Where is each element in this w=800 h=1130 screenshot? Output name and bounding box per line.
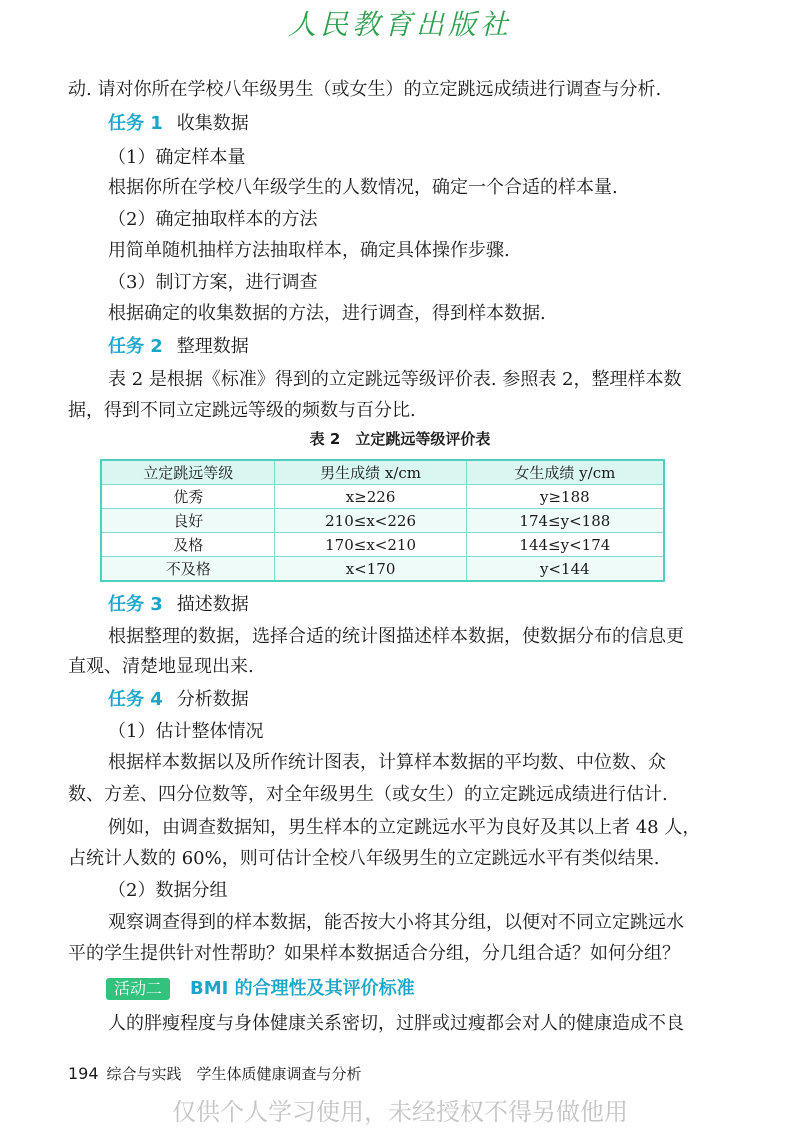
task-title: 描述数据 bbox=[176, 594, 249, 615]
task-label: 任务 1 bbox=[108, 113, 163, 134]
table-cell: y≥188 bbox=[466, 485, 664, 509]
paragraph-line: 观察调查得到的样本数据，能否按大小将其分组，以便对不同立定跳远水 bbox=[108, 912, 684, 933]
task-label: 任务 3 bbox=[108, 594, 163, 615]
task-heading-3 bbox=[108, 593, 249, 617]
table-cell: 210≤x<226 bbox=[275, 509, 466, 533]
table-row bbox=[101, 557, 664, 582]
paragraph-line: （2）确定抽取样本的方法 bbox=[108, 209, 318, 230]
activity-heading bbox=[106, 977, 415, 1001]
table-cell: 良好 bbox=[101, 509, 275, 533]
paragraph-line: （3）制订方案，进行调查 bbox=[108, 272, 318, 293]
table-cell: x<170 bbox=[275, 557, 466, 582]
task-title: 整理数据 bbox=[176, 336, 249, 357]
publisher-header: 人民教育出版社 bbox=[287, 8, 512, 41]
table-cell: 优秀 bbox=[101, 485, 275, 509]
table-row bbox=[101, 533, 664, 557]
table-row bbox=[101, 485, 664, 509]
task-label: 任务 4 bbox=[108, 689, 163, 710]
task-heading-4 bbox=[108, 688, 249, 712]
paragraph-line: 根据确定的收集数据的方法，进行调查，得到样本数据. bbox=[108, 303, 546, 324]
paragraph-line: 直观、清楚地显现出来. bbox=[68, 656, 254, 677]
paragraph-line: （1）确定样本量 bbox=[108, 147, 246, 168]
paragraph-line: 人的胖瘦程度与身体健康关系密切，过胖或过瘦都会对人的健康造成不良 bbox=[108, 1013, 684, 1034]
paragraph-line: 动. 请对你所在学校八年级男生（或女生）的立定跳远成绩进行调查与分析. bbox=[68, 79, 662, 100]
table-cell: 174≤y<188 bbox=[466, 509, 664, 533]
table-header: 立定跳远等级 bbox=[101, 460, 275, 485]
task-label: 任务 2 bbox=[108, 336, 163, 357]
table-header: 女生成绩 y/cm bbox=[466, 460, 664, 485]
table-cell: 及格 bbox=[101, 533, 275, 557]
paragraph-line: 占统计人数的 60%，则可估计全校八年级男生的立定跳远水平有类似结果. bbox=[68, 848, 660, 869]
table-cell: y<144 bbox=[466, 557, 664, 582]
task-title: 分析数据 bbox=[176, 689, 249, 710]
activity-badge: 活动二 bbox=[106, 978, 170, 1000]
table-cell: x≥226 bbox=[275, 485, 466, 509]
paragraph-line: 表 2 是根据《标准》得到的立定跳远等级评价表. 参照表 2，整理样本数 bbox=[108, 369, 682, 390]
paragraph-line: 例如，由调查数据知，男生样本的立定跳远水平为良好及其以上者 48 人， bbox=[108, 817, 701, 838]
table-header: 男生成绩 x/cm bbox=[275, 460, 466, 485]
footer-text: 综合与实践 学生体质健康调查与分析 bbox=[106, 1065, 362, 1083]
page-footer bbox=[68, 1063, 362, 1084]
activity-title: BMI 的合理性及其评价标准 bbox=[190, 978, 415, 999]
paragraph-line: 平的学生提供针对性帮助？如果样本数据适合分组，分几组合适？如何分组？ bbox=[68, 943, 680, 964]
paragraph-line: 数、方差、四分位数等，对全年级男生（或女生）的立定跳远成绩进行估计. bbox=[68, 784, 668, 805]
table-cell: 不及格 bbox=[101, 557, 275, 582]
paragraph-line: 根据样本数据以及所作统计图表，计算样本数据的平均数、中位数、众 bbox=[108, 752, 666, 773]
task-heading-2 bbox=[108, 335, 249, 359]
table-header-row bbox=[101, 460, 664, 485]
grade-table bbox=[100, 459, 665, 582]
task-heading-1 bbox=[108, 112, 249, 136]
paragraph-line: 根据你所在学校八年级学生的人数情况，确定一个合适的样本量. bbox=[108, 177, 618, 198]
table-cell: 144≤y<174 bbox=[466, 533, 664, 557]
paragraph-line: （1）估计整体情况 bbox=[108, 721, 264, 742]
task-title: 收集数据 bbox=[176, 113, 249, 134]
watermark: 仅供个人学习使用，未经授权不得另做他用 bbox=[172, 1098, 628, 1126]
paragraph-line: 根据整理的数据，选择合适的统计图描述样本数据，使数据分布的信息更 bbox=[108, 626, 684, 647]
table-caption: 表 2 立定跳远等级评价表 bbox=[309, 430, 491, 448]
table-cell: 170≤x<210 bbox=[275, 533, 466, 557]
paragraph-line: 用简单随机抽样方法抽取样本，确定具体操作步骤. bbox=[108, 240, 510, 261]
paragraph-line: 据，得到不同立定跳远等级的频数与百分比. bbox=[68, 400, 416, 421]
table-row bbox=[101, 509, 664, 533]
page-number: 194 bbox=[68, 1064, 99, 1083]
paragraph-line: （2）数据分组 bbox=[108, 880, 228, 901]
